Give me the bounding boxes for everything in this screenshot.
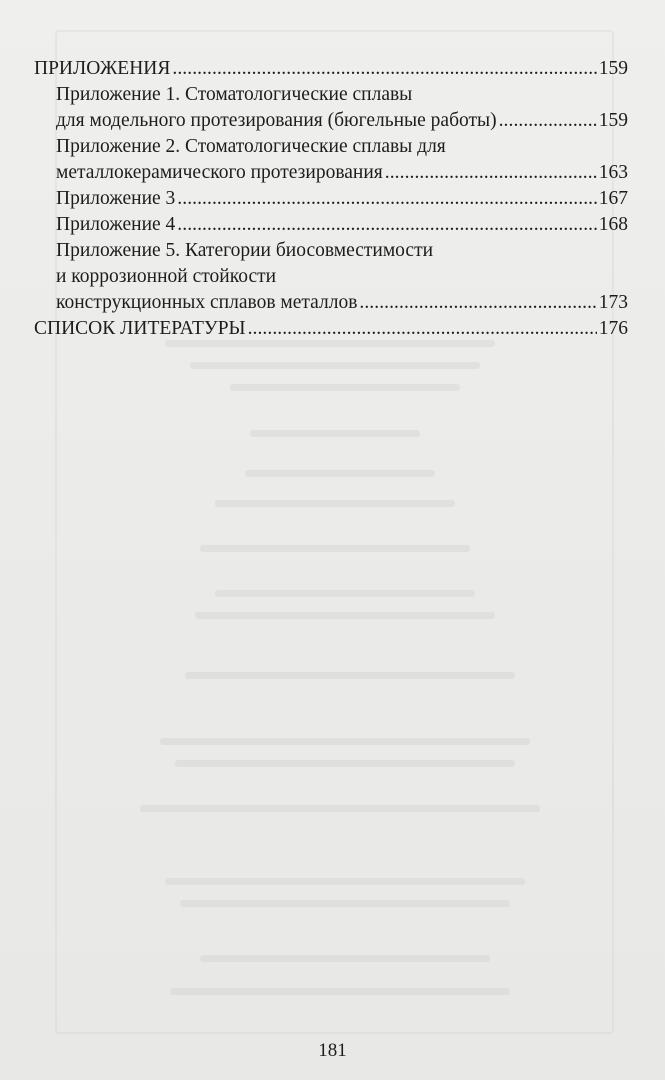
toc-entry-references <box>34 316 628 342</box>
toc-page-number: 168 <box>598 214 628 235</box>
toc-entry-title: металлокерамического протезирования <box>56 162 383 183</box>
dot-leader <box>172 56 596 82</box>
toc-entry-title: Приложение 4 <box>56 214 176 235</box>
bleed-through-line <box>140 805 540 812</box>
toc-page-number: 159 <box>598 58 628 79</box>
toc-entry-final-line <box>34 160 628 186</box>
toc-page-number: 163 <box>598 162 628 183</box>
toc-entry-title: Приложение 3 <box>56 188 176 209</box>
bleed-through-line <box>200 545 470 552</box>
toc-entry-title: СПИСОК ЛИТЕРАТУРЫ <box>34 318 246 339</box>
toc-entry-line: Приложение 1. Стоматологические сплавы <box>56 84 413 105</box>
toc-entry-line: Приложение 2. Стоматологические сплавы для <box>56 136 446 157</box>
dot-leader <box>177 186 596 212</box>
bleed-through-line <box>215 500 455 507</box>
dot-leader <box>177 212 596 238</box>
bleed-through-line <box>180 900 510 907</box>
toc-entry-line: и коррозионной стойкости <box>56 266 277 287</box>
dot-leader <box>248 316 597 342</box>
bleed-through-line <box>195 612 495 619</box>
bleed-through-line <box>190 362 480 369</box>
bleed-through-line <box>245 470 435 477</box>
dot-leader <box>385 160 597 186</box>
toc-page-number: 167 <box>598 188 628 209</box>
toc-entry-appendix-2 <box>34 134 628 186</box>
bleed-through-line <box>250 430 420 437</box>
toc-entry-title: для модельного протезирования (бюгельные работы) <box>56 110 497 131</box>
dot-leader <box>499 108 597 134</box>
toc-page-number: 173 <box>598 292 628 313</box>
toc-entry-appendices <box>34 56 628 82</box>
toc-entry-final-line <box>34 290 628 316</box>
toc-entry-title: конструкционных сплавов металлов <box>56 292 358 313</box>
bleed-through-line <box>185 672 515 679</box>
page-number: 181 <box>318 1040 347 1061</box>
toc-entry-line: Приложение 5. Категории биосовместимости <box>56 240 434 261</box>
toc-page-number: 176 <box>598 318 628 339</box>
bleed-through-line <box>200 955 490 962</box>
toc-entry-appendix-3 <box>34 186 628 212</box>
bleed-through-line <box>160 738 530 745</box>
toc-entry-appendix-1 <box>34 82 628 134</box>
bleed-through-line <box>165 878 525 885</box>
toc-page-number: 159 <box>598 110 628 131</box>
toc-entry-final-line <box>34 108 628 134</box>
table-of-contents <box>34 56 628 342</box>
bleed-through-line <box>215 590 475 597</box>
bleed-through-line <box>170 988 510 995</box>
bleed-through-line <box>230 384 460 391</box>
dot-leader <box>359 290 596 316</box>
toc-entry-title: ПРИЛОЖЕНИЯ <box>34 58 171 79</box>
toc-entry-appendix-5 <box>34 238 628 316</box>
toc-entry-appendix-4 <box>34 212 628 238</box>
bleed-through-line <box>175 760 515 767</box>
